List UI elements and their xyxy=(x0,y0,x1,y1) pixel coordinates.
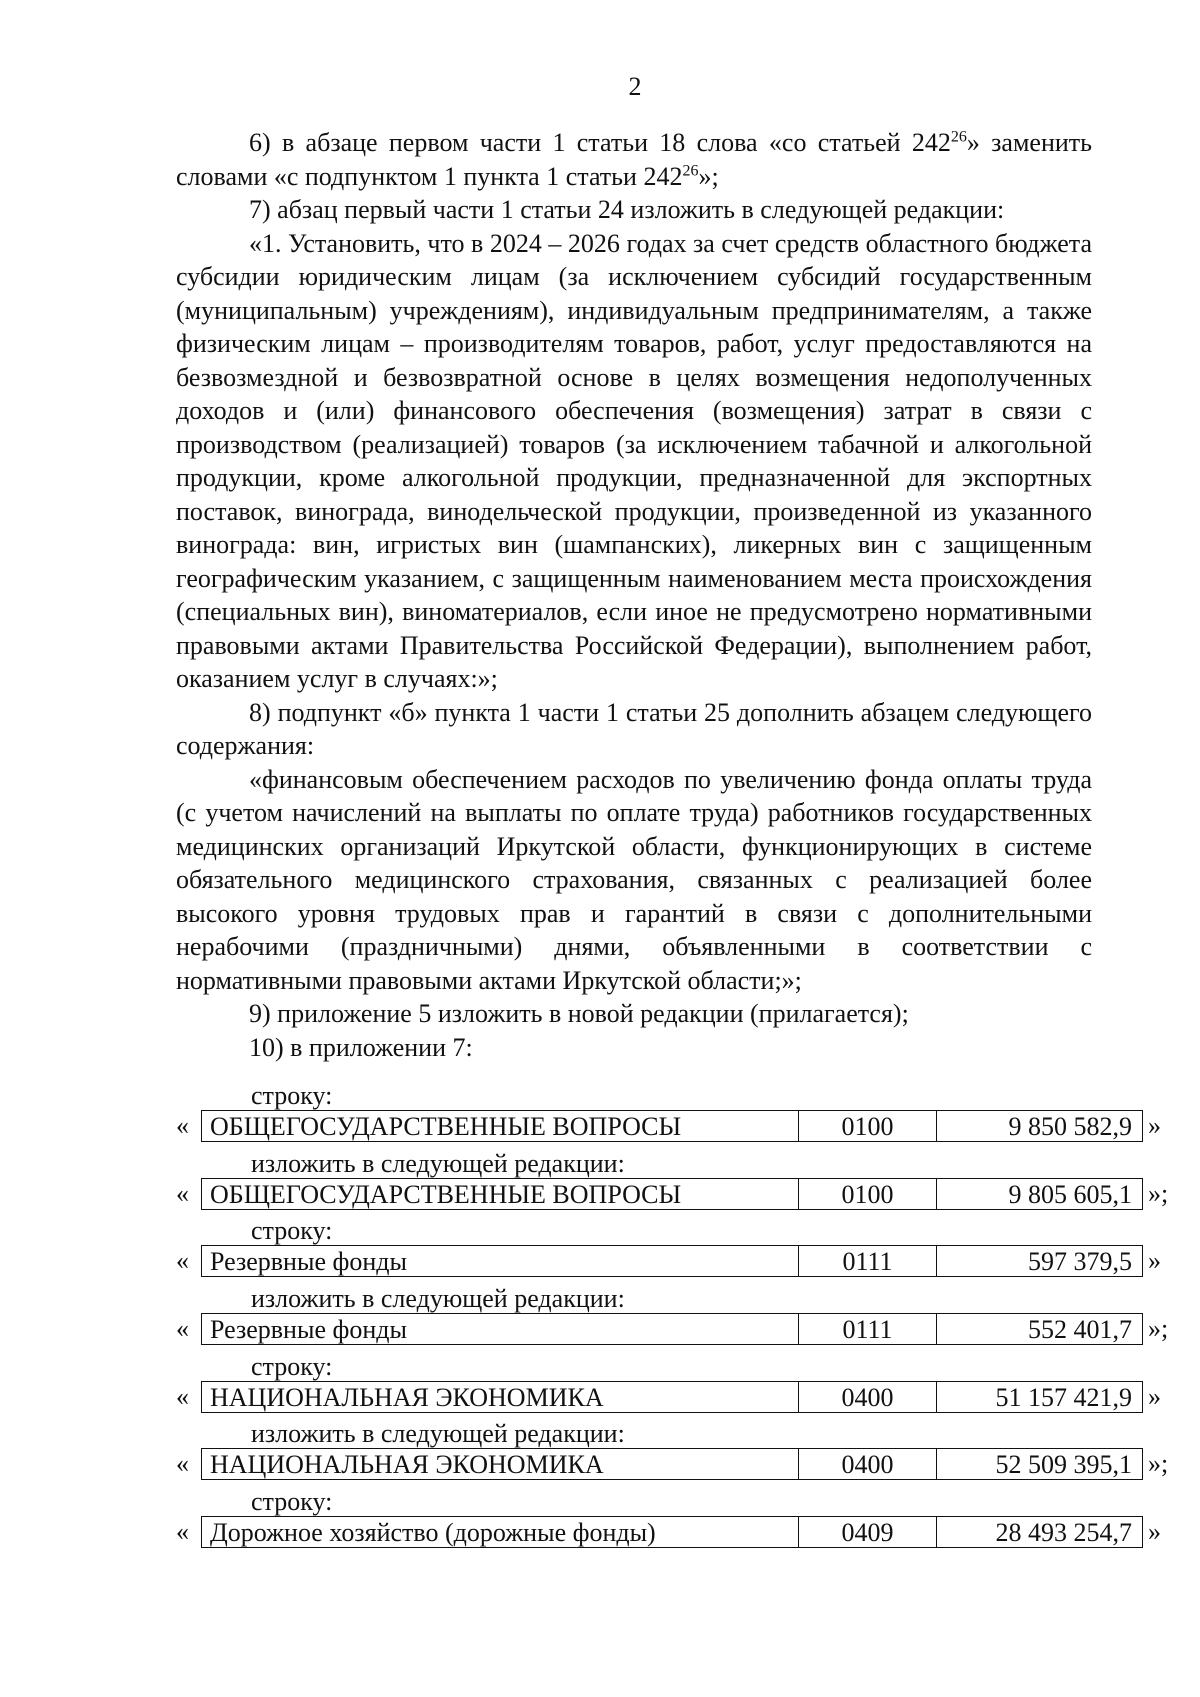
row-amount: 52 509 395,1 xyxy=(995,1450,1132,1479)
row-name: НАЦИОНАЛЬНАЯ ЭКОНОМИКА xyxy=(202,1449,799,1479)
row-amount: 597 379,5 xyxy=(1028,1247,1132,1276)
paragraph-9: 9) приложение 5 изложить в новой редакции (прилагается); xyxy=(249,999,909,1028)
row-amount: 51 157 421,9 xyxy=(995,1383,1132,1412)
table-row: « Резервные фонды 0111 597 379,5 » xyxy=(176,1246,1161,1276)
paragraph-6: 6) в абзаце первом части 1 статьи 18 слова «со статьей $242^{26}$» заменить словами «с подпунктом 1 пункта 1 статьи $242^{26}$»; xyxy=(176,128,1093,191)
row-amount: 9 850 582,9 xyxy=(1008,1112,1132,1141)
row-code: 0111 xyxy=(799,1246,937,1276)
row-name: ОБЩЕГОСУДАРСТВЕННЫЕ ВОПРОСЫ xyxy=(202,1111,799,1141)
document-body xyxy=(176,126,1092,1064)
row-amount: 552 401,7 xyxy=(1028,1315,1132,1344)
row-name: НАЦИОНАЛЬНАЯ ЭКОНОМИКА xyxy=(202,1382,799,1412)
row-amount: 9 805 605,1 xyxy=(1008,1180,1132,1209)
row-code: 0111 xyxy=(799,1314,937,1344)
paragraph-10: 10) в приложении 7: xyxy=(249,1032,473,1062)
replace-lead-2: изложить в следующей редакции: xyxy=(251,1284,625,1313)
table-row: « Резервные фонды 0111 552 401,7 »; xyxy=(176,1314,1169,1344)
row-name: Резервные фонды xyxy=(202,1314,799,1344)
row-lead-2: строку: xyxy=(251,1216,333,1245)
table-row: « ОБЩЕГОСУДАРСТВЕННЫЕ ВОПРОСЫ 0100 9 805 605,1 »; xyxy=(176,1179,1169,1209)
row-code: 0400 xyxy=(799,1382,937,1412)
table-row: « НАЦИОНАЛЬНАЯ ЭКОНОМИКА 0400 52 509 395,1 »; xyxy=(176,1449,1169,1479)
paragraph-7: 7) абзац первый части 1 статьи 24 изложить в следующей редакции: xyxy=(249,195,1005,224)
row-name: Резервные фонды xyxy=(202,1246,799,1276)
row-name: ОБЩЕГОСУДАРСТВЕННЫЕ ВОПРОСЫ xyxy=(202,1179,799,1209)
replace-lead-1: изложить в следующей редакции: xyxy=(251,1149,625,1178)
table-row: « Дорожное хозяйство (дорожные фонды) 0409 28 493 254,7 » xyxy=(176,1517,1161,1547)
paragraph-7-quote: «1. Установить, что в 2024 – 2026 годах за счет средств областного бюджета субсидии юридическим лицам (за исключением субсидий государственным (муниципальным) учреждениям), индивидуальным предпринимателям, а также физическим лицам – производителям товаров, работ, услуг предоставляются на безвозмездной и безвозвратной основе в целях возмещения недополученных доходов и (или) финансового обеспечения (возмещения) затрат в связи с производством (реализацией) товаров (за исключением табачной и алкогольной продукции, кроме алкогольной продукции, предназначенной для экспортных поставок, винограда, винодельческой продукции, произведенной из указанного винограда: вин, игристых вин (шампанских), ликерных вин с защищенным географическим указанием, с защищенным наименованием места происхождения (специальных вин), виноматериалов, если иное не предусмотрено нормативными правовыми актами Правительства Российской Федерации), выполнением работ, оказанием услуг в случаях:»; xyxy=(176,228,1092,693)
table-row: « ОБЩЕГОСУДАРСТВЕННЫЕ ВОПРОСЫ 0100 9 850 582,9 » xyxy=(176,1111,1161,1141)
row-name: Дорожное хозяйство (дорожные фонды) xyxy=(202,1517,799,1547)
page-number: 2 xyxy=(628,72,642,101)
paragraph-8-quote: «финансовым обеспечением расходов по увеличению фонда оплаты труда (с учетом начислений на выплаты по оплате труда) работников государственных медицинских организаций Иркутской области, функционирующих в системе обязательного медицинского страхования, связанных с реализацией более высокого уровня трудовых прав и гарантий в связи с дополнительными нерабочими (праздничными) днями, объявленными в соответствии с нормативными правовыми актами Иркутской области;»; xyxy=(176,764,1092,995)
row-code: 0100 xyxy=(799,1179,937,1209)
row-code: 0400 xyxy=(799,1449,937,1479)
paragraph-8: 8) подпункт «б» пункта 1 части 1 статьи 25 дополнить абзацем следующего содержания: xyxy=(176,697,1092,760)
row-lead-4: строку: xyxy=(251,1487,333,1516)
row-lead-3: строку: xyxy=(251,1352,333,1381)
row-code: 0100 xyxy=(799,1111,937,1141)
row-amount: 28 493 254,7 xyxy=(995,1518,1132,1547)
row-lead-1: строку: xyxy=(251,1081,333,1110)
table-row: « НАЦИОНАЛЬНАЯ ЭКОНОМИКА 0400 51 157 421,9 » xyxy=(176,1382,1161,1412)
row-code: 0409 xyxy=(799,1517,937,1547)
replace-lead-3: изложить в следующей редакции: xyxy=(251,1419,625,1448)
